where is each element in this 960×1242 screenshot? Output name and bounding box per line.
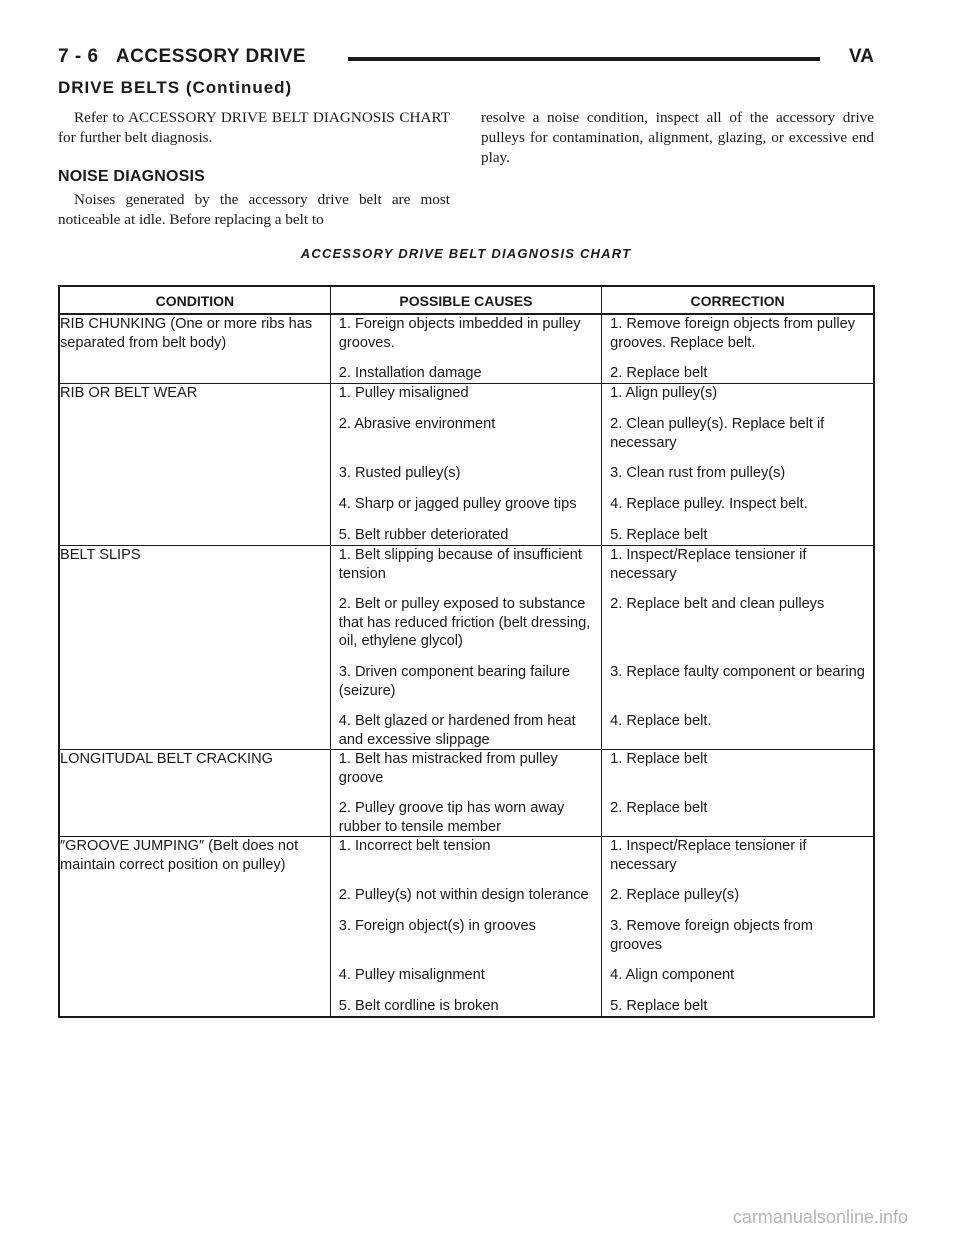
causes-cell (330, 546, 601, 750)
correction-item: 2. Replace belt (610, 800, 708, 816)
correction-item: 1. Align pulley(s) (610, 385, 718, 401)
condition-cell: ″GROOVE JUMPING″ (Belt does not maintain correct position on pulley) (59, 837, 330, 1018)
table-row (59, 837, 874, 1018)
cause-item: 3. Driven component bearing failure (seizure) (338, 664, 570, 699)
column-header-causes: POSSIBLE CAUSES (330, 286, 601, 314)
cause-item: 1. Belt has mistracked from pulley groove (338, 751, 558, 786)
page-header (58, 46, 874, 76)
intro-paragraph: Refer to ACCESSORY DRIVE BELT DIAGNOSIS CHART for further belt diagnosis. (58, 109, 450, 146)
correction-item: 2. Replace belt and clean pulleys (610, 596, 825, 612)
table-row (59, 314, 874, 384)
corrections-cell (602, 837, 874, 1018)
cause-item: 3. Rusted pulley(s) (338, 465, 461, 481)
correction-item: 4. Replace pulley. Inspect belt. (610, 496, 808, 512)
correction-item: 1. Inspect/Replace tensioner if necessary (610, 547, 807, 582)
correction-item: 2. Clean pulley(s). Replace belt if necessary (610, 416, 825, 451)
correction-item: 5. Replace belt (610, 998, 708, 1014)
cause-item: 2. Installation damage (338, 365, 482, 381)
causes-cell (330, 314, 601, 384)
header-rule (348, 57, 820, 61)
correction-item: 1. Replace belt (610, 751, 708, 767)
cause-item: 1. Pulley misaligned (338, 385, 469, 401)
correction-item: 2. Replace belt (610, 365, 708, 381)
condition-cell: BELT SLIPS (59, 546, 330, 750)
correction-item: 3. Replace faulty component or bearing (610, 664, 865, 680)
table-row (59, 546, 874, 750)
causes-cell (330, 837, 601, 1018)
causes-cell (330, 750, 601, 837)
watermark: carmanualsonline.info (732, 1207, 908, 1227)
cause-item: 4. Sharp or jagged pulley groove tips (338, 496, 577, 512)
noise-diagnosis-heading: NOISE DIAGNOSIS (58, 168, 206, 185)
corrections-cell (602, 384, 874, 546)
corrections-cell (602, 546, 874, 750)
table-row (59, 750, 874, 837)
cause-item: 1. Incorrect belt tension (338, 838, 491, 854)
cause-item: 5. Belt cordline is broken (338, 998, 499, 1014)
table-body (59, 314, 874, 1017)
correction-item: 3. Remove foreign objects from grooves (610, 918, 813, 953)
corrections-cell (602, 750, 874, 837)
cause-item: 2. Pulley(s) not within design tolerance (338, 887, 589, 903)
model-code: VA (849, 46, 874, 67)
right-column (481, 108, 874, 168)
cause-item: 1. Belt slipping because of insufficient tension (338, 547, 582, 582)
table-row (59, 384, 874, 546)
correction-item: 1. Inspect/Replace tensioner if necessary (610, 838, 807, 873)
cause-item: 1. Foreign objects imbedded in pulley grooves. (338, 316, 581, 351)
column-header-correction: CORRECTION (602, 286, 874, 314)
left-column (58, 108, 450, 230)
correction-item: 2. Replace pulley(s) (610, 887, 740, 903)
diagnosis-table (58, 285, 875, 1018)
page-header-left (58, 46, 306, 68)
correction-item: 1. Remove foreign objects from pulley grooves. Replace belt. (610, 316, 856, 351)
column-header-condition: CONDITION (59, 286, 330, 314)
condition-cell: LONGITUDAL BELT CRACKING (59, 750, 330, 837)
table-header-row (59, 286, 874, 314)
cause-item: 2. Belt or pulley exposed to substance that has reduced friction (belt dressing, oil, ethylene glycol) (338, 596, 591, 649)
section-name: ACCESSORY DRIVE (115, 46, 307, 67)
correction-item: 5. Replace belt (610, 527, 708, 543)
page-number: 7 - 6 (58, 46, 99, 67)
cause-item: 5. Belt rubber deteriorated (338, 527, 509, 543)
cause-item: 2. Pulley groove tip has worn away rubber to tensile member (338, 800, 565, 835)
condition-cell: RIB OR BELT WEAR (59, 384, 330, 546)
chart-title: ACCESSORY DRIVE BELT DIAGNOSIS CHART (300, 246, 632, 261)
section-title: DRIVE BELTS (Continued) (58, 78, 293, 97)
corrections-cell (602, 314, 874, 384)
cause-item: 4. Belt glazed or hardened from heat and excessive slippage (338, 713, 576, 748)
cause-item: 3. Foreign object(s) in grooves (338, 918, 536, 934)
correction-item: 4. Align component (610, 967, 735, 983)
causes-cell (330, 384, 601, 546)
cause-item: 2. Abrasive environment (338, 416, 496, 432)
condition-cell: RIB CHUNKING (One or more ribs has separated from belt body) (59, 314, 330, 384)
noise-paragraph-continued: resolve a noise condition, inspect all of the accessory drive pulleys for contamination, alignment, glazing, or excessive end play. (481, 109, 874, 166)
cause-item: 4. Pulley misalignment (338, 967, 485, 983)
correction-item: 4. Replace belt. (610, 713, 712, 729)
noise-paragraph: Noises generated by the accessory drive belt are most noticeable at idle. Before replacing a belt to (58, 191, 450, 228)
correction-item: 3. Clean rust from pulley(s) (610, 465, 786, 481)
